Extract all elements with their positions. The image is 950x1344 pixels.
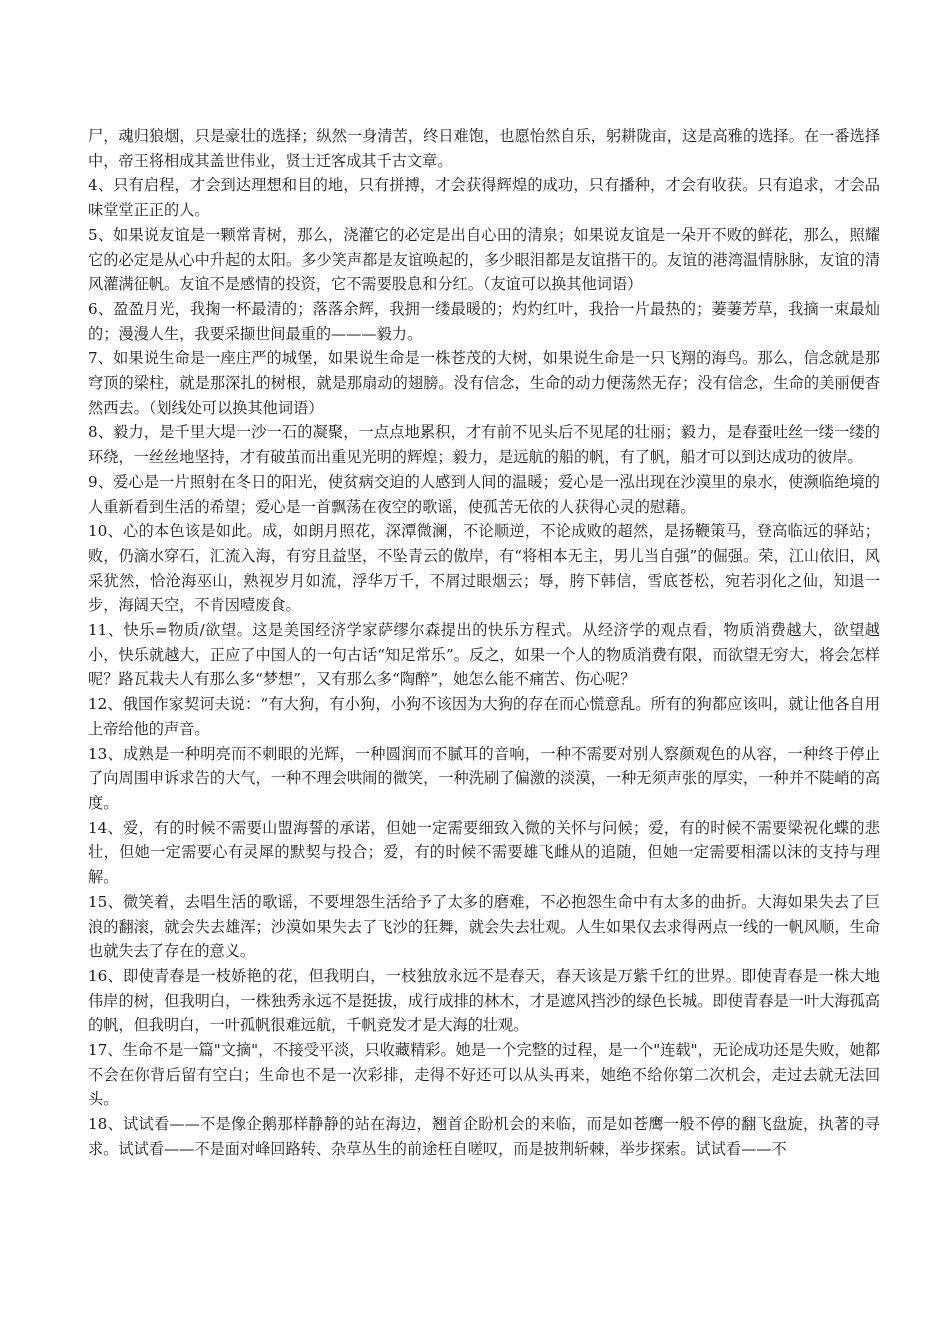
paragraph-8: 8、毅力，是千里大堤一沙一石的凝聚，一点点地累积，才有前不见头后不见尾的壮丽；毅力，是春蚕吐丝一缕一缕的环绕，一丝丝地坚持，才有破茧而出重见光明的辉煌；毅力，是远航的船的帆，有了帆，船才可以到达成功的彼岸。 — [88, 423, 880, 467]
paragraph-5: 5、如果说友谊是一颗常青树，那么，浇灌它的必定是出自心田的清泉；如果说友谊是一朵开不败的鲜花，那么，照耀它的必定是从心中升起的太阳。多少笑声都是友谊唤起的，多少眼泪都是友谊揩干的。友谊的港湾温情脉脉，友谊的清风灌满征帆。友谊不是感情的投资，它不需要股息和分红。（友谊可以换其他词语） — [88, 225, 880, 294]
paragraph-6: 6、盈盈月光，我掬一杯最清的；落落余辉，我拥一缕最暖的；灼灼红叶，我拾一片最热的；萋萋芳草，我摘一束最灿的；漫漫人生，我要采撷世间最重的———毅力。 — [88, 299, 880, 343]
paragraph-13: 13、成熟是一种明亮而不刺眼的光辉，一种圆润而不腻耳的音响，一种不需要对别人察颜观色的从容，一种终于停止了向周围申诉求告的大气，一种不理会哄闹的微笑，一种洗刷了偏激的淡漠，一种无须声张的厚实，一种并不陡峭的高度。 — [88, 744, 880, 812]
paragraph-17: 17、生命不是一篇"文摘"，不接受平淡，只收藏精彩。她是一个完整的过程，是一个"连载"，无论成功还是失败，她都不会在你背后留有空白；生命也不是一次彩排，走得不好还可以从头再来，她绝不给你第二次机会，走过去就无法回头。 — [88, 1041, 880, 1109]
paragraph-15: 15、微笑着，去唱生活的歌谣，不要埋怨生活给予了太多的磨难，不必抱怨生命中有太多的曲折。大海如果失去了巨浪的翻滚，就会失去雄浑；沙漠如果失去了飞沙的狂舞，就会失去壮观。人生如果仅去求得两点一线的一帆风顺，生命也就失去了存在的意义。 — [88, 892, 880, 961]
paragraph-4: 4、只有启程，才会到达理想和目的地，只有拼搏，才会获得辉煌的成功，只有播种，才会有收获。只有追求，才会品味堂堂正正的人。 — [88, 176, 880, 220]
paragraph-continuation: 尸，魂归狼烟，只是豪壮的选择；纵然一身清苦，终日难饱，也愿怡然自乐，躬耕陇亩，这是高雅的选择。在一番选择中，帝王将相成其盖世伟业，贤士迁客成其千古文章。 — [88, 127, 880, 170]
paragraph-7: 7、如果说生命是一座庄严的城堡，如果说生命是一株苍茂的大树，如果说生命是一只飞翔的海鸟。那么，信念就是那穹顶的梁柱，就是那深扎的树根，就是那扇动的翅膀。没有信念，生命的动力便荡然无存；没有信念，生命的美丽便杳然西去。（划线处可以换其他词语） — [88, 349, 880, 417]
paragraph-16: 16、即使青春是一枝娇艳的花，但我明白，一枝独放永远不是春天，春天该是万紫千红的世界。即使青春是一株大地伟岸的树，但我明白，一株独秀永远不是挺拔，成行成排的林木，才是遮风挡沙的绿色长城。即使青春是一叶大海孤高的帆，但我明白，一叶孤帆很难远航，千帆竞发才是大海的壮观。 — [88, 966, 880, 1035]
document-body — [88, 124, 880, 1162]
paragraph-11: 11、快乐=物质/欲望。这是美国经济学家萨缪尔森提出的快乐方程式。从经济学的观点看，物质消费越大，欲望越小，快乐就越大，正应了中国人的一句古话“知足常乐”。反之，如果一个人的物质消费有限，而欲望无穷大，将会怎样呢？路瓦栽夫人有那么多“梦想”，又有那么多“陶醉”，她怎么能不痛苦、伤心呢？ — [88, 621, 880, 689]
paragraph-14: 14、爱，有的时候不需要山盟海誓的承诺，但她一定需要细致入微的关怀与问候；爱，有的时候不需要梁祝化蝶的悲壮，但她一定需要心有灵犀的默契与投合；爱，有的时候不需要雄飞雌从的追随，但她一定需要相濡以沫的支持与理解。 — [88, 818, 880, 887]
paragraph-18: 18、试试看——不是像企鹅那样静静的站在海边，翘首企盼机会的来临，而是如苍鹰一般不停的翻飞盘旋，执著的寻求。试试看——不是面对峰回路转、杂草丛生的前途枉自嗟叹，而是披荆斩棘，举步探索。试试看——不 — [88, 1115, 880, 1158]
paragraph-12: 12、俄国作家契诃夫说：“有大狗，有小狗，小狗不该因为大狗的存在而心慌意乱。所有的狗都应该叫，就让他各自用上帝给他的声音。 — [88, 695, 880, 738]
paragraph-10: 10、心的本色该是如此。成，如朗月照花，深潭微澜，不论顺逆，不论成败的超然，是扬鞭策马，登高临远的驿站；败，仍滴水穿石，汇流入海，有穷且益坚，不坠青云的傲岸，有“将相本无主，男儿当自强”的倔强。荣，江山依旧，风采犹然，恰沧海巫山，熟视岁月如流，浮华万千，不屑过眼烟云；辱，胯下韩信，雪底苍松，宛若羽化之仙，知退一步，海阔天空，不肯因噎废食。 — [88, 522, 880, 615]
paragraph-9: 9、爱心是一片照射在冬日的阳光，使贫病交迫的人感到人间的温暖；爱心是一泓出现在沙漠里的泉水，使濒临绝境的人重新看到生活的希望；爱心是一首飘荡在夜空的歌谣，使孤苦无依的人获得心灵的慰藉。 — [88, 472, 880, 516]
